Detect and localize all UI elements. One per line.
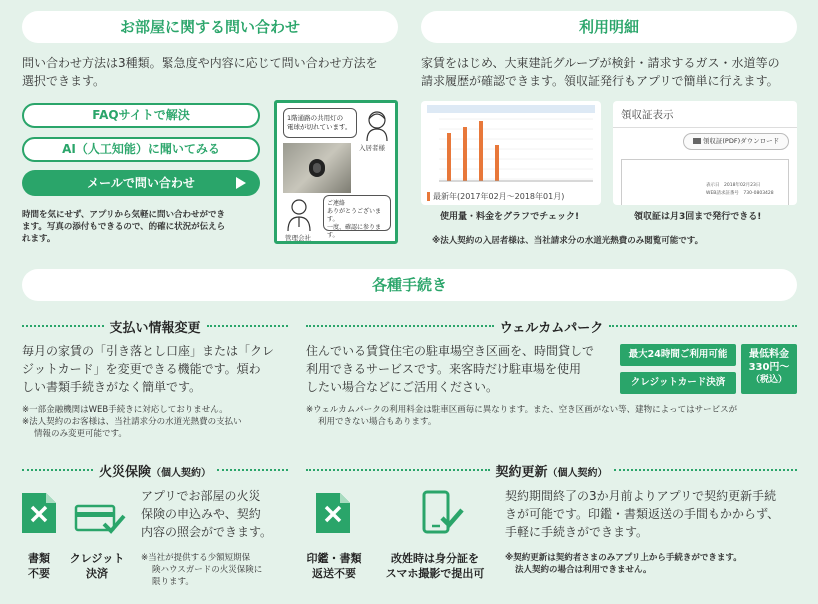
chat-bubble [283,108,357,138]
inquiry-note-1: 時間を気にせず、アプリから気軽に問い合わせができ [22,210,225,220]
payment-body-2: ジットカード」を変更できる機能です。煩わ [22,362,261,376]
badge-credit: クレジットカード決済 [620,372,736,394]
faq-button[interactable]: FAQサイトで解決 [22,103,260,128]
usage-bar [447,133,451,181]
smartphone-check-icon [420,490,464,536]
inquiry-desc-1: 問い合わせ方法は3種類。緊急度や内容に応じて問い合わせ方法を [22,56,378,70]
inquiry-note-3: れます。 [22,234,56,244]
fire-note-3: 限ります。 [152,577,194,587]
welcome-title: ウェルカムパーク [499,320,604,336]
play-arrow-icon [236,177,246,189]
fire-body-2: 保険の申込みや、契約 [141,507,261,521]
chat-photo [283,143,351,193]
chat-bubble-text-2: 電球が切れています。 [287,123,352,131]
usage-bar [479,121,483,181]
receipt-meta-1: 表示日 2018年02月23日 [706,183,761,188]
chat-bubble-text-1: 1階通路の共用灯の [287,114,344,122]
chat-reply-text-3: 一度、確認に参ります。 [327,224,382,239]
renewal-title: 契約更新（個人契約） [495,464,608,480]
payment-title: 支払い情報変更 [109,320,201,336]
badge-price-2: 330円〜 [748,362,790,373]
badge-price [741,344,797,394]
billing-note: ※法人契約の入居者様は、当社請求分の水道光熱費のみ閲覧可能です。 [432,236,704,246]
badge-price-3: （税込） [750,375,787,385]
fire-heading [22,460,288,480]
usage-bar-chart [427,105,595,187]
receipt-divider [613,127,797,128]
receipt-meta-2: WEB請求証番号 730-0803428 [706,191,774,196]
inquiry-desc-2: 選択できます。 [22,74,106,88]
welcome-heading [306,316,797,336]
usage-graph-card [421,101,601,205]
fire-icon2-caption: クレジット 決済 [69,552,125,580]
chat-reply-text-1: ご連絡 [327,200,346,207]
renewal-body-2: きが可能です。印鑑・書類返送の手間もかからず、 [505,507,780,521]
chat-illustration [274,100,398,244]
welcome-note-2: 利用できない場合もあります。 [318,417,437,427]
resident-avatar-icon [363,109,391,141]
company-avatar-icon [285,197,313,231]
fire-body-3: 内容の照会ができます。 [141,525,273,539]
receipt-label: 領収証は月3回まで発行できる! [634,212,762,222]
document-x-icon [316,493,350,533]
inquiry-note-2: ます。写真の添付もできるので、的確に状況が伝えら [22,222,226,232]
usage-bar [495,145,499,181]
welcome-body-1: 住んでいる賃貸住宅の駐車場空き区画を、時間貸しで [306,344,595,358]
payment-body-1: 毎月の家賃の「引き落とし口座」または「クレ [22,344,275,358]
procedures-title: 各種手続き [22,269,797,301]
payment-note-3: 情報のみ変更可能です。 [34,429,127,439]
resident-label: 入居者様 [359,144,385,152]
credit-card-check-icon [74,500,126,536]
graph-caption-text: 最新年(2017年02月〜2018年01月) [433,192,565,201]
ai-button[interactable]: AI（人工知能）に聞いてみる [22,137,260,162]
mail-button-label: メールで問い合わせ [87,176,195,190]
mail-button[interactable] [22,170,260,196]
receipt-download-label: 領収証(PDF)ダウンロード [702,137,780,145]
chat-reply-text-2: ありがとうございます。 [327,208,382,223]
payment-heading [22,316,288,336]
badge-24h: 最大24時間ご利用可能 [620,344,736,366]
fire-title: 火災保険（個人契約） [99,464,212,480]
renewal-icon2-caption: 改姓時は身分証を スマホ撮影で提出可 [385,552,485,580]
welcome-body-2: 利用できるサービスです。来客時だけ駐車場を使用 [306,362,582,376]
receipt-download-button[interactable] [683,133,789,150]
fire-body-1: アプリでお部屋の火災 [141,489,261,503]
printer-icon [693,138,701,144]
billing-desc-1: 家賃をはじめ、大東建託グループが検針・請求するガス・水道等の [421,56,780,70]
receipt-card [613,101,797,205]
inquiry-title: お部屋に関する問い合わせ [22,11,398,43]
chat-reply-bubble [323,195,391,239]
billing-title: 利用明細 [421,11,797,43]
welcome-body-3: したい場合などにご活用ください。 [306,380,499,394]
renewal-body-3: 手軽に手続きができます。 [505,525,649,539]
renewal-icon1-caption: 印鑑・書類 返送不要 [306,552,362,580]
company-label: 管理会社 [285,234,311,242]
document-x-icon [22,493,56,533]
payment-note-1: ※一部金融機関はWEB手続きに対応しておりません。 [22,405,228,415]
welcome-note-1: ※ウェルカムパークの利用料金は駐車区画毎に異なります。また、空き区画がない等、建物によってはサービスが [306,405,738,415]
graph-label: 使用量・料金をグラフでチェック! [440,212,580,222]
renewal-note-1: ※契約更新は契約者さまのみアプリ上から手続きができます。 [505,553,742,563]
badge-price-1: 最低料金 [749,349,789,360]
fire-icon1-caption: 書類 不要 [28,552,50,580]
receipt-header: 領収証表示 [621,109,674,121]
payment-note-2: ※法人契約のお客様は、当社請求分の水道光熱費の支払い [22,417,242,427]
payment-body-3: しい書類手続きがなく簡単です。 [22,380,202,394]
graph-caption [427,191,564,202]
usage-bar [463,127,467,181]
billing-desc-2: 請求履歴が確認できます。領収証発行もアプリで簡単に行えます。 [421,74,779,88]
renewal-heading [306,460,797,480]
fire-note-2: 険ハウスガードの火災保険に [152,565,263,575]
receipt-preview [621,159,789,205]
renewal-note-2: 法人契約の場合は利用できません。 [515,565,652,575]
renewal-body-1: 契約期間終了の3か月前よりアプリで契約更新手続 [505,489,777,503]
fire-note-1: ※当社が提供する少額短期保 [141,553,251,563]
